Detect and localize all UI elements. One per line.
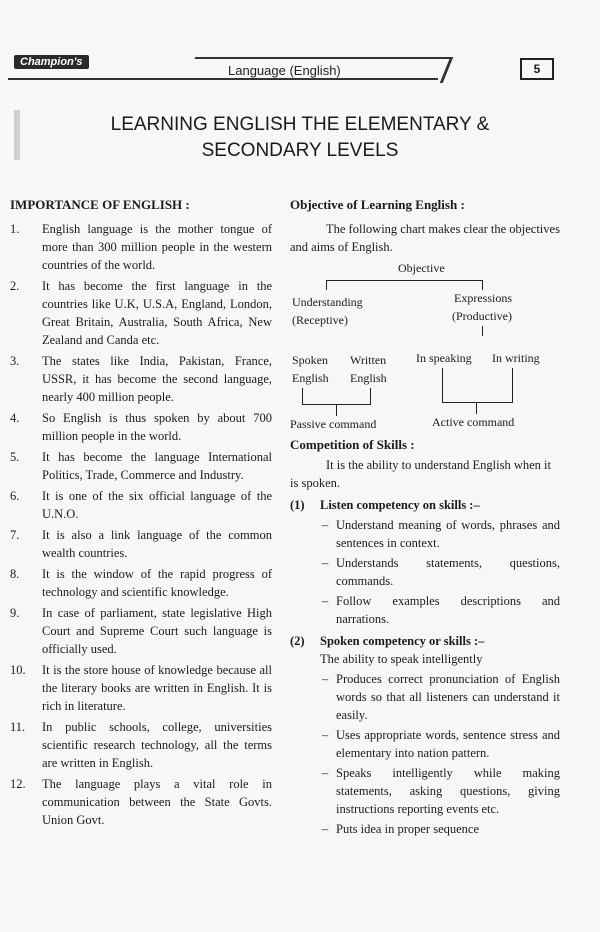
importance-item xyxy=(10,277,272,349)
item-text: In case of parliament, state legislative High Court and Supreme Court such language is officially used. xyxy=(42,606,272,656)
item-number: 2. xyxy=(10,279,20,293)
item-text: English language is the mother tongue of more than 300 million people in the western countries of the world. xyxy=(42,222,272,272)
competition-intro: It is the ability to understand English when it is spoken. xyxy=(290,458,551,490)
item-text: So English is thus spoken by about 700 million people in the world. xyxy=(42,411,272,443)
title-line-2: SECONDARY LEVELS xyxy=(201,140,399,161)
item-number: 9. xyxy=(10,606,20,620)
brand-logo: Champion's xyxy=(14,55,89,69)
bullet-dash: – xyxy=(322,518,329,532)
bullet-text: Uses appropriate words, sentence stress and elementary into nation pattern. xyxy=(336,728,560,760)
chart-speaking: In speaking xyxy=(416,351,472,365)
bullet-dash: – xyxy=(322,728,329,742)
listen-bullets xyxy=(320,516,560,628)
item-text: It is one of the six official language of the U.N.O. xyxy=(42,489,272,521)
bullet-item xyxy=(320,726,560,762)
chart-passive-left xyxy=(302,388,303,404)
item-number: 1. xyxy=(10,222,20,236)
item-number: 4. xyxy=(10,411,20,425)
importance-item xyxy=(10,775,272,829)
header-title: Language (English) xyxy=(228,63,341,78)
item-number: 8. xyxy=(10,567,20,581)
importance-item xyxy=(10,448,272,484)
chart-root: Objective xyxy=(398,261,445,275)
item-number: 10. xyxy=(10,663,26,677)
item-text: The language plays a vital role in communication between the State Govts. Union Govt. xyxy=(42,777,272,827)
chart-english-2: English xyxy=(350,371,387,385)
bullet-dash: – xyxy=(322,766,329,780)
item-number: 11. xyxy=(10,720,26,734)
bullet-text: Speaks intelligently while making statements, asking questions, giving instructions reporting events etc. xyxy=(336,766,560,816)
importance-item xyxy=(10,661,272,715)
chart-productive: (Productive) xyxy=(452,309,512,323)
chart-active-left xyxy=(442,368,443,402)
chart-written: Written xyxy=(350,353,387,367)
spoken-intro: The ability to speak intelligently xyxy=(320,652,483,666)
listen-number: (1) xyxy=(290,498,305,512)
spoken-bullets xyxy=(320,670,560,838)
bullet-dash: – xyxy=(322,556,329,570)
chart-passive-right xyxy=(370,388,371,404)
bullet-dash: – xyxy=(322,594,329,608)
bullet-text: Puts idea in proper sequence xyxy=(336,822,480,836)
chart-writing: In writing xyxy=(492,351,540,365)
listen-heading: Listen competency on skills :– xyxy=(320,498,480,512)
chart-left-arrow xyxy=(326,280,327,290)
spoken-heading: Spoken competency or skills :– xyxy=(320,634,485,648)
importance-item xyxy=(10,718,272,772)
item-text: In public schools, college, universities scientific research technology, all the terms are written in English. xyxy=(42,720,272,770)
page-title xyxy=(60,112,540,164)
bullet-item xyxy=(320,592,560,628)
chart-productive-stem xyxy=(482,326,483,336)
spoken-competency xyxy=(290,632,560,838)
bullet-text: Produces correct pronunciation of English words so that all listeners can understand it easily. xyxy=(336,672,560,722)
importance-item xyxy=(10,487,272,523)
importance-item xyxy=(10,352,272,406)
chart-active-stem xyxy=(476,402,477,414)
bullet-dash: – xyxy=(322,672,329,686)
item-number: 5. xyxy=(10,450,20,464)
bullet-text: Understand meaning of words, phrases and sentences in context. xyxy=(336,518,560,550)
bullet-item xyxy=(320,764,560,818)
chart-expressions: Expressions xyxy=(454,291,512,305)
importance-item xyxy=(10,409,272,445)
chart-active-right xyxy=(512,368,513,402)
item-text: It has become the language International Politics, Trade, Commerce and Industry. xyxy=(42,450,272,482)
spoken-number: (2) xyxy=(290,634,305,648)
item-text: It is the store house of knowledge because all the literary books are written in English. It is rich in literature. xyxy=(42,663,272,713)
bullet-item xyxy=(320,516,560,552)
bullet-text: Understands statements, questions, commands. xyxy=(336,556,560,588)
item-number: 6. xyxy=(10,489,20,503)
importance-item xyxy=(10,220,272,274)
chart-active: Active command xyxy=(432,415,515,429)
bullet-item xyxy=(320,554,560,590)
importance-list xyxy=(10,220,272,829)
chart-active-join xyxy=(442,402,513,403)
importance-item xyxy=(10,565,272,601)
chart-passive: Passive command xyxy=(290,417,377,431)
item-number: 7. xyxy=(10,528,20,542)
item-text: It has become the first language in the countries like U.K, U.S.A, England, London, Great Britain, Australia, South Africa, New Zealand and Canda etc. xyxy=(42,279,272,347)
importance-item xyxy=(10,526,272,562)
bullet-text: Follow examples descriptions and narrations. xyxy=(336,594,560,626)
left-column xyxy=(10,196,272,832)
objective-heading: Objective of Learning English : xyxy=(290,197,465,212)
chart-receptive: (Receptive) xyxy=(292,313,348,327)
chart-spoken: Spoken xyxy=(292,353,328,367)
item-text: The states like India, Pakistan, France, USSR, it has become the second language, nearly 400 million people. xyxy=(42,354,272,404)
listen-competency xyxy=(290,496,560,628)
importance-heading: IMPORTANCE OF ENGLISH : xyxy=(10,197,190,212)
margin-mark xyxy=(14,110,20,160)
bullet-dash: – xyxy=(322,822,329,836)
title-line-1: LEARNING ENGLISH THE ELEMENTARY & xyxy=(110,114,490,135)
bullet-item xyxy=(320,820,560,838)
item-text: It is the window of the rapid progress of technology and scientific knowledge. xyxy=(42,567,272,599)
chart-understanding: Understanding xyxy=(292,295,363,309)
page-number: 5 xyxy=(520,58,554,80)
item-text: It is also a link language of the common wealth countries. xyxy=(42,528,272,560)
bullet-item xyxy=(320,670,560,724)
importance-item xyxy=(10,604,272,658)
objective-intro: The following chart makes clear the objectives and aims of English. xyxy=(290,222,560,254)
chart-branch-line xyxy=(326,280,482,281)
chart-english-1: English xyxy=(292,371,329,385)
item-number: 3. xyxy=(10,354,20,368)
chart-right-arrow xyxy=(482,280,483,290)
objective-chart xyxy=(290,260,560,430)
item-number: 12. xyxy=(10,777,26,791)
chart-passive-stem xyxy=(336,404,337,416)
page-header xyxy=(8,52,588,86)
right-column xyxy=(290,196,560,838)
competition-heading: Competition of Skills : xyxy=(290,437,415,452)
